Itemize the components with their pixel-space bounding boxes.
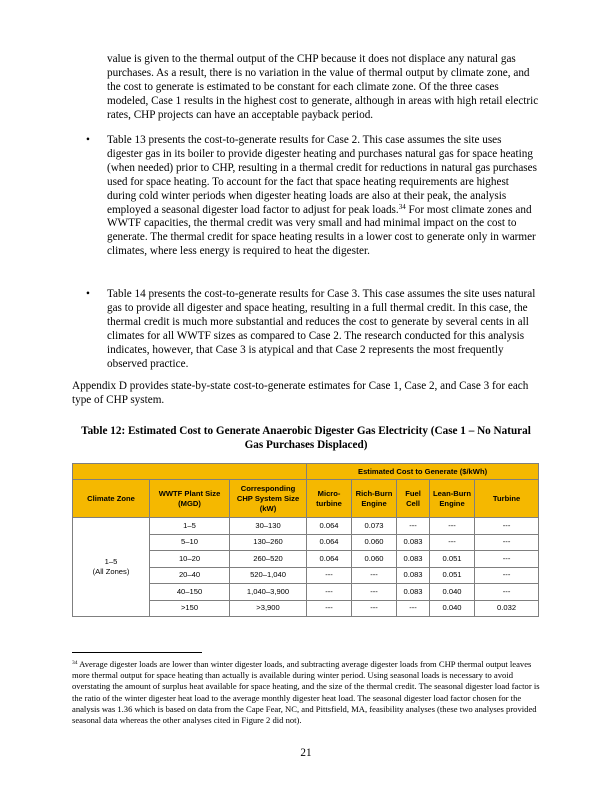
lean-burn-cell: 0.051 bbox=[430, 551, 475, 568]
fuel-cell-cell: 0.083 bbox=[397, 534, 430, 551]
bullet-marker: • bbox=[86, 288, 90, 300]
header-spacer bbox=[73, 464, 307, 480]
cost-to-generate-table bbox=[72, 463, 539, 617]
turbine-cell: --- bbox=[475, 534, 539, 551]
fuel-cell-cell: 0.083 bbox=[397, 567, 430, 584]
footnote bbox=[72, 659, 540, 726]
climate-zone-cell bbox=[73, 518, 150, 617]
lean-burn-cell: 0.051 bbox=[430, 567, 475, 584]
microturbine-cell: 0.064 bbox=[307, 551, 352, 568]
plant-size-cell: >150 bbox=[150, 600, 230, 617]
footnote-reference[interactable]: 34 bbox=[398, 202, 406, 211]
bullet-marker: • bbox=[86, 134, 90, 146]
footnote-number: 34 bbox=[72, 660, 78, 666]
bullet-text: Table 14 presents the cost-to-generate results for Case 3. This case assumes the site uses natural gas to provide all digester and space heating, resulting in a full thermal credit. In this case, the thermal credit is much more substantial and reduces the cost to generate by several cents in all climates for all WWTF sizes as compared to Case 2. The research conducted for this analysis indicates, however, that Case 3 is atypical and that Case 2 represents the most frequently observed practice. bbox=[107, 288, 536, 370]
bullet-text bbox=[107, 134, 539, 259]
rich-burn-cell: --- bbox=[352, 584, 397, 601]
lean-burn-cell: --- bbox=[430, 534, 475, 551]
rich-burn-cell: --- bbox=[352, 567, 397, 584]
table-row bbox=[73, 518, 539, 535]
chp-size-cell: 130–260 bbox=[230, 534, 307, 551]
climate-zone-note: (All Zones) bbox=[92, 567, 130, 576]
plant-size-cell: 1–5 bbox=[150, 518, 230, 535]
table-caption: Table 12: Estimated Cost to Generate Anaerobic Digester Gas Electricity (Case 1 – No Natural Gas Purchases Displaced) bbox=[81, 425, 531, 451]
fuel-cell-cell: --- bbox=[397, 518, 430, 535]
footnote-divider bbox=[72, 652, 202, 653]
fuel-cell-cell: 0.083 bbox=[397, 551, 430, 568]
chp-size-cell: 1,040–3,900 bbox=[230, 584, 307, 601]
microturbine-cell: 0.064 bbox=[307, 534, 352, 551]
chp-size-cell: >3,900 bbox=[230, 600, 307, 617]
chp-size-cell: 30–130 bbox=[230, 518, 307, 535]
lean-burn-cell: 0.040 bbox=[430, 600, 475, 617]
rich-burn-cell: --- bbox=[352, 600, 397, 617]
fuel-cell-cell: --- bbox=[397, 600, 430, 617]
intro-paragraph: value is given to the thermal output of the CHP because it does not displace any natural gas purchases. As a result, there is no variation in the value of thermal output by climate zone, and the cost to generate is estimated to be constant for each climate zone. Of the three cases modeled, Case 1 results in the highest cost to generate, although in areas with high retail electric rates, CHP projects can have an acceptable payback period. bbox=[107, 53, 539, 121]
bullet-text-part: For most climate zones and WWTF capacities, the thermal credit was very small and had minimal impact on the cost to generate. The thermal credit for space heating results in a lower cost to generate only in warmer climates, where less energy is required to heat the digester. bbox=[107, 203, 536, 258]
lean-burn-cell: 0.040 bbox=[430, 584, 475, 601]
turbine-cell: --- bbox=[475, 567, 539, 584]
chp-size-cell: 260–520 bbox=[230, 551, 307, 568]
rich-burn-cell: 0.073 bbox=[352, 518, 397, 535]
microturbine-cell: --- bbox=[307, 584, 352, 601]
lean-burn-cell: --- bbox=[430, 518, 475, 535]
bullet-text-part: Table 13 presents the cost-to-generate results for Case 2. This case assumes the site uses digester gas in its boiler to provide digester heating and purchases natural gas for space heating (when needed) prior to CHP, resulting in a thermal credit for reductions in natural gas purchases used for space heating. To account for the fact that space heating requirements are highest during cold winter periods when digester heating loads are also at their peak, the analysis employed a seasonal digester load factor to adjust for peak loads. bbox=[107, 134, 537, 216]
chp-size-cell: 520–1,040 bbox=[230, 567, 307, 584]
appendix-paragraph: Appendix D provides state-by-state cost-to-generate estimates for Case 1, Case 2, and Case 3 for each type of CHP system. bbox=[72, 380, 529, 406]
footnote-text: Average digester loads are lower than winter digester loads, and subtracting average digester loads from CHP thermal output leaves more thermal output for space heating than actually is available during winter period. Using seasonal loads is necessary to avoid overstating the amount of surplus heat available for space heating, and the size of the thermal credit. The seasonal digester load factor is the ratio of the winter digester heat load to the average monthly digester heat load. The seasonal digester load factor chosen for the analysis was 1.36 which is based on data from the Cape Fear, NC, and Pittsfield, MA, feasibility analyses (these two analyses provided seasonal data whereas the other analyses cited in Figure 2 did not). bbox=[72, 659, 540, 726]
turbine-cell: --- bbox=[475, 584, 539, 601]
plant-size-cell: 40–150 bbox=[150, 584, 230, 601]
col-header-chp-size: Corresponding CHP System Size (kW) bbox=[230, 480, 307, 518]
page-number: 21 bbox=[300, 747, 312, 759]
col-header-lean-burn: Lean-Burn Engine bbox=[430, 480, 475, 518]
table-header-row bbox=[73, 480, 539, 518]
turbine-cell: 0.032 bbox=[475, 600, 539, 617]
plant-size-cell: 5–10 bbox=[150, 534, 230, 551]
col-header-plant-size: WWTF Plant Size (MGD) bbox=[150, 480, 230, 518]
microturbine-cell: --- bbox=[307, 600, 352, 617]
col-header-fuel-cell: Fuel Cell bbox=[397, 480, 430, 518]
microturbine-cell: 0.064 bbox=[307, 518, 352, 535]
col-header-rich-burn: Rich-Burn Engine bbox=[352, 480, 397, 518]
rich-burn-cell: 0.060 bbox=[352, 534, 397, 551]
fuel-cell-cell: 0.083 bbox=[397, 584, 430, 601]
col-header-microturbine: Micro-turbine bbox=[307, 480, 352, 518]
table-header-row-group bbox=[73, 464, 539, 480]
climate-zone-range: 1–5 bbox=[104, 557, 118, 566]
rich-burn-cell: 0.060 bbox=[352, 551, 397, 568]
plant-size-cell: 10–20 bbox=[150, 551, 230, 568]
group-header: Estimated Cost to Generate ($/kWh) bbox=[307, 464, 539, 480]
turbine-cell: --- bbox=[475, 518, 539, 535]
microturbine-cell: --- bbox=[307, 567, 352, 584]
col-header-climate-zone: Climate Zone bbox=[73, 480, 150, 518]
plant-size-cell: 20–40 bbox=[150, 567, 230, 584]
col-header-turbine: Turbine bbox=[475, 480, 539, 518]
turbine-cell: --- bbox=[475, 551, 539, 568]
